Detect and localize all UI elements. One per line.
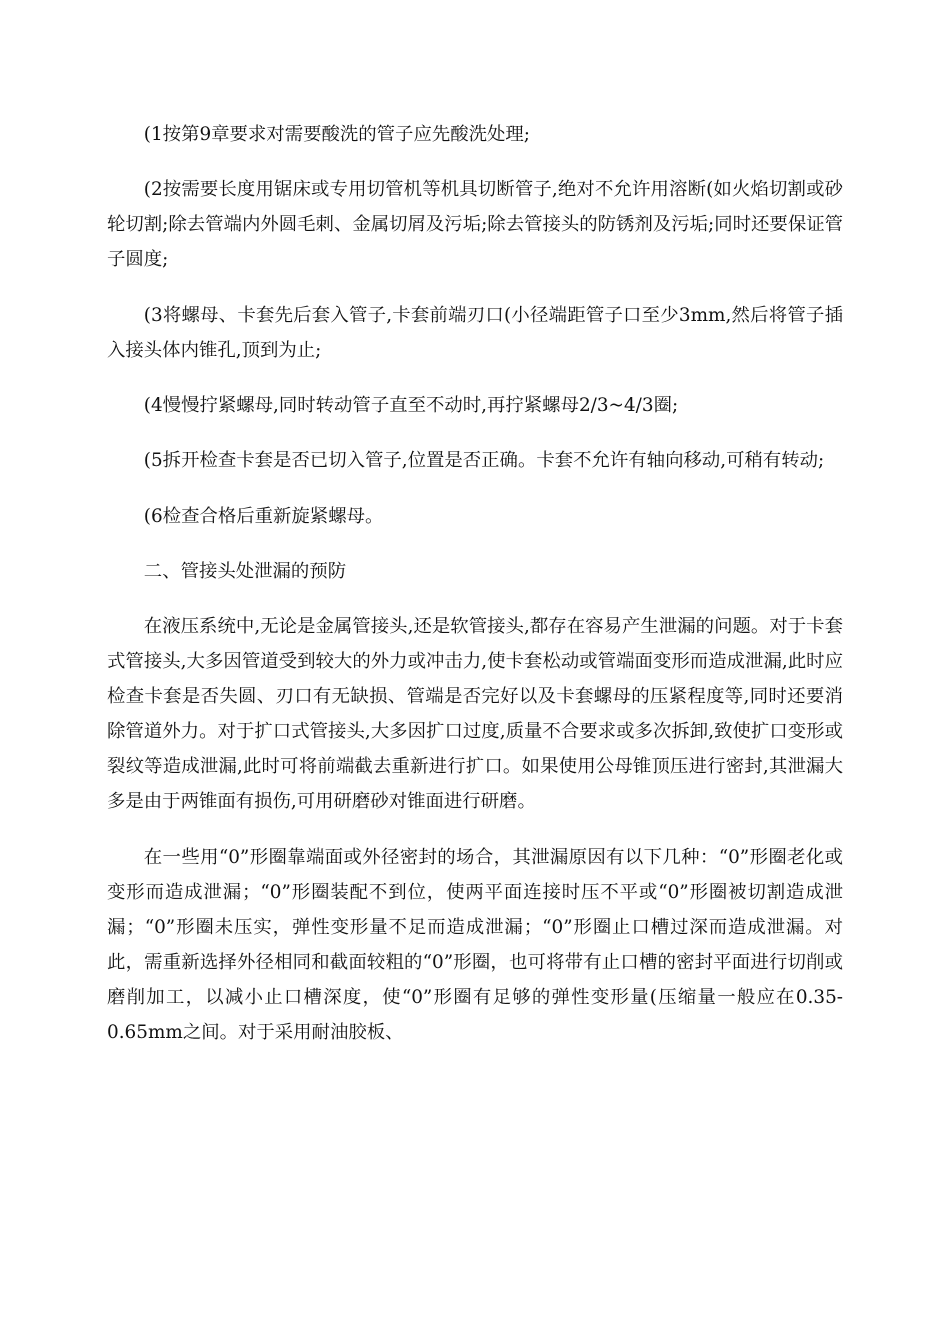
paragraph-step-1: (1按第9章要求对需要酸洗的管子应先酸洗处理;	[143, 124, 530, 145]
paragraph-leak-fittings: 在液压系统中,无论是金属管接头,还是软管接头,都存在容易产生泄漏的问题。对于卡套式管接头,大多因管道受到较大的外力或冲击力,使卡套松动或管端面变形而造成泄漏,此时应检查卡套是否失圆、刃口有无缺损、管端是否完好以及卡套螺母的压紧程度等,同时还要消除管道外力。对于扩口式管接头,大多因扩口过度,质量不合要求或多次拆卸,致使扩口变形或裂纹等造成泄漏,此时可将前端截去重新进行扩口。如果使用公母锥顶压进行密封,其泄漏大多是由于两锥面有损伤,可用研磨砂对锥面进行研磨。	[107, 616, 843, 812]
paragraph-step-5: (5拆开检查卡套是否已切入管子,位置是否正确。卡套不允许有轴向移动,可稍有转动;	[143, 450, 825, 471]
paragraph-step-3: (3将螺母、卡套先后套入管子,卡套前端刃口(小径端距管子口至少3mm,然后将管子插入接头体内锥孔,顶到为止;	[107, 305, 843, 361]
paragraph-o-ring: 在一些用“0”形圈靠端面或外径密封的场合，其泄漏原因有以下几种：“0”形圈老化或变形而造成泄漏；“0”形圈装配不到位，使两平面连接时压不平或“0”形圈被切割造成泄漏；“0”形圈未压实，弹性变形量不足而造成泄漏；“0”形圈止口槽过深而造成泄漏。对此，需重新选择外径相同和截面较粗的“0”形圈，也可将带有止口槽的密封平面进行切削或磨削加工，以减小止口槽深度，使“0”形圈有足够的弹性变形量(压缩量一般应在0.35-0.65mm之间。对于采用耐油胶板、	[107, 847, 843, 1043]
paragraph-step-2: (2按需要长度用锯床或专用切管机等机具切断管子,绝对不允许用溶断(如火焰切割或砂轮切割;除去管端内外圆毛刺、金属切屑及污垢;除去管接头的防锈剂及污垢;同时还要保证管子圆度;	[107, 179, 843, 270]
section-heading: 二、管接头处泄漏的预防	[143, 561, 347, 582]
paragraph-step-6: (6检查合格后重新旋紧螺母。	[143, 506, 384, 527]
document-body	[107, 117, 843, 1050]
paragraph-step-4: (4慢慢拧紧螺母,同时转动管子直至不动时,再拧紧螺母2/3~4/3圈;	[143, 395, 679, 416]
